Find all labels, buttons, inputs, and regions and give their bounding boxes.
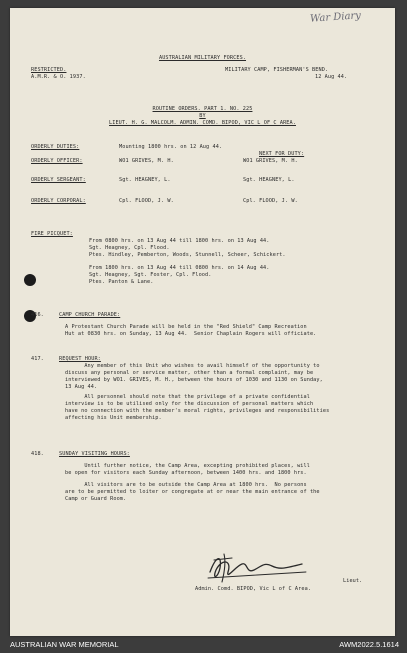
duty-next: Sgt. HEAGNEY, L. (243, 177, 295, 183)
section-paragraph: All visitors are to be outside the Camp Area at 1800 hrs. No persons are to be permitted to loiter or congregate at or near the main entrance of the Camp or Guard Room. (65, 482, 320, 503)
picquet-line: Sgt. Heagney, Cpl. Flood. (89, 245, 170, 251)
document-title: AUSTRALIAN MILITARY FORCES. (158, 55, 247, 61)
duty-next: WO1 GRIVES, M. H. (243, 158, 298, 164)
picquet-line: From 1800 hrs. on 13 Aug 44 till 0800 hrs. on 14 Aug 44. (89, 265, 270, 271)
signatory-rank: Lieut. (343, 578, 363, 584)
orderly-duties-heading: ORDERLY DUTIES: (31, 144, 80, 150)
picquet-line: Ptes. Hindley, Pemberton, Woods, Stunnell, Scheer, Schickert. (89, 252, 286, 258)
section-number: 416. (31, 312, 44, 318)
duty-current: Cpl. FLOOD, J. W. (119, 198, 174, 204)
section-paragraph: A Protestant Church Parade will be held in the "Red Shield" Camp Recreation Hut at 0830 hrs. on Sunday, 13 Aug 44. Senior Chaplain Rogers will officiate. (65, 324, 317, 338)
duty-next: Cpl. FLOOD, J. W. (243, 198, 298, 204)
section-paragraph: All personnel should note that the privilege of a private confidential interview is to be utilised only for the discussion of personal matters which have no connection with the member's moral rights, privileges and responsibilities affecting his Unit membership. (65, 394, 330, 422)
classification: RESTRICTED. (31, 67, 67, 73)
handwritten-signature (202, 550, 312, 586)
duty-role: ORDERLY SERGEANT: (31, 177, 86, 183)
footer-accession-number: AWM2022.5.1614 (339, 640, 399, 649)
picquet-line: Sgt. Heagney, Sgt. Foster, Cpl. Flood. (89, 272, 212, 278)
orders-title: ROUTINE ORDERS. PART 1. NO. 225 (152, 106, 253, 112)
section-heading: SUNDAY VISITING HOURS: (59, 451, 130, 457)
punch-hole (24, 274, 36, 286)
duty-role: ORDERLY CORPORAL: (31, 198, 86, 204)
war-diary-annotation: War Diary (309, 10, 362, 25)
issue-date: 12 Aug 44. (315, 74, 348, 80)
fire-picquet-heading: FIRE PICQUET: (31, 231, 73, 237)
section-number: 418. (31, 451, 44, 457)
picquet-line: Ptes. Panton & Lane. (89, 279, 154, 285)
section-number: 417. (31, 356, 44, 362)
next-for-duty-heading: NEXT FOR DUTY: (259, 151, 305, 157)
section-heading: CAMP CHURCH PARADE: (59, 312, 121, 318)
footer-institution: AUSTRALIAN WAR MEMORIAL (10, 640, 119, 649)
orders-author: LIEUT. H. G. MALCOLM. ADMIN. COMD. BIPOD, VIC L OF C AREA. (109, 120, 296, 126)
mounting-time: Mounting 1800 hrs. on 12 Aug 44. (119, 144, 223, 150)
duty-current: WO1 GRIVES, M. H. (119, 158, 174, 164)
duty-role: ORDERLY OFFICER: (31, 158, 83, 164)
document-sheet (10, 8, 395, 636)
section-paragraph: Until further notice, the Camp Area, excepting prohibited places, will be open for visitors each Sunday afternoon, between 1400 hrs. and 1800 hrs. (65, 463, 310, 477)
signatory-title: Admin. Comd. BIPOD, Vic L of C Area. (195, 586, 312, 592)
location: MILITARY CAMP, FISHERMAN'S BEND. (225, 67, 329, 73)
duty-current: Sgt. HEAGNEY, L. (119, 177, 171, 183)
picquet-line: From 0800 hrs. on 13 Aug 44 till 1800 hrs. on 13 Aug 44. (89, 238, 270, 244)
section-paragraph: Any member of this Unit who wishes to avail himself of the opportunity to discuss any personal or service matter, other than a formal complaint, may be interviewed by WO1. GRIVES, M. H., between the hours of 1030 and 1130 on Sunday, 13 Aug 44. (65, 363, 323, 391)
regulation-reference: A.M.R. & O. 1937. (31, 74, 86, 80)
section-heading: REQUEST HOUR: (59, 356, 101, 362)
orders-by: BY (199, 113, 206, 119)
